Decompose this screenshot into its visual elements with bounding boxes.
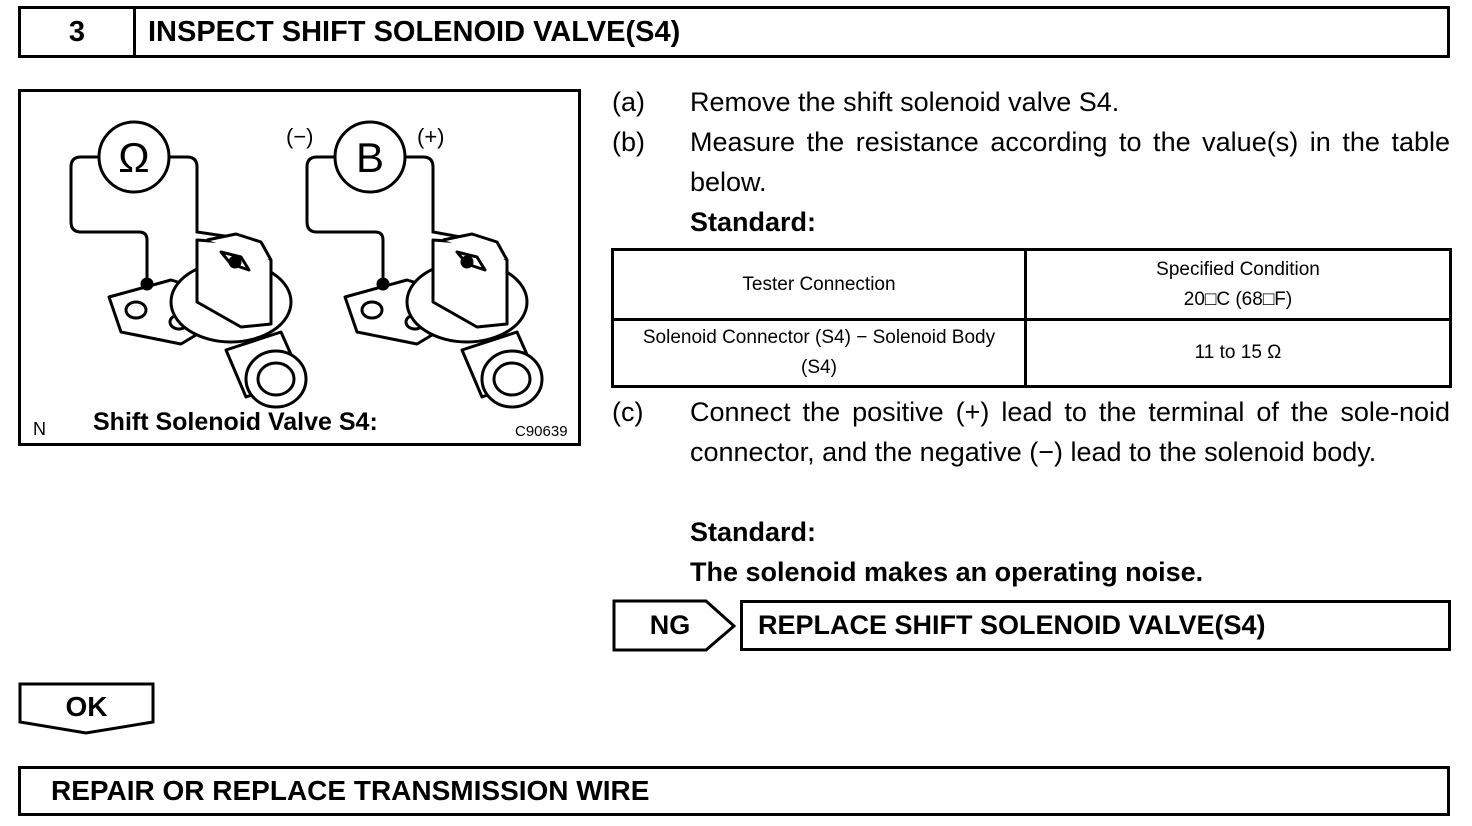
standard-label: Standard: [690, 207, 817, 237]
standard-label: Standard: [690, 517, 817, 547]
step-text: Connect the positive (+) lead to the terminal of the sole-noid connector, and the negative (−) lead to the solenoid body. [690, 397, 1450, 467]
table-header-row [613, 250, 1451, 320]
cell-connection: Solenoid Connector (S4) − Solenoid Body (S4) [613, 320, 1026, 387]
header-tester-connection: Tester Connection [613, 250, 1026, 320]
step-letter: (b) [612, 127, 645, 157]
ng-action-text: REPLACE SHIFT SOLENOID VALVE(S4) [758, 610, 1266, 640]
step-a [612, 82, 1452, 122]
header-condition-label: Specified Condition [1156, 258, 1320, 280]
step-c [612, 392, 1452, 592]
step-text: Measure the resistance according to the value(s) in the table below. [690, 127, 1450, 197]
solenoid-valve-right [345, 234, 542, 407]
figure-caption: Shift Solenoid Valve S4: [93, 408, 378, 436]
battery-symbol: B [355, 134, 385, 181]
solenoid-figure [18, 89, 581, 446]
step-letter: (a) [612, 87, 645, 117]
table-row [613, 320, 1451, 387]
positive-label: (+) [417, 124, 445, 149]
step-text: Remove the shift solenoid valve S4. [690, 87, 1120, 117]
step-title: INSPECT SHIFT SOLENOID VALVE(S4) [148, 15, 681, 48]
standard-value: The solenoid makes an operating noise. [690, 557, 1204, 587]
step-b [612, 122, 1452, 242]
final-action-text: REPAIR OR REPLACE TRANSMISSION WIRE [51, 775, 650, 806]
solenoid-illustration [21, 92, 578, 443]
header-specified-condition [1026, 250, 1451, 320]
negative-label: (−) [286, 124, 314, 149]
ohm-symbol: Ω [118, 134, 150, 181]
final-action-box [18, 766, 1450, 816]
figure-code: C90639 [515, 423, 568, 440]
step-number: 3 [21, 9, 136, 55]
ng-action-box [740, 600, 1451, 651]
header-condition-temp: 20□C (68□F) [1183, 288, 1293, 310]
step-letter: (c) [612, 397, 644, 427]
solenoid-valve-left [109, 234, 306, 407]
step-header [18, 6, 1450, 58]
ok-label: OK [65, 691, 108, 722]
figure-corner-letter: N [33, 419, 46, 439]
spec-table [611, 248, 1452, 388]
cell-condition: 11 to 15 Ω [1026, 320, 1451, 387]
ng-label: NG [649, 610, 691, 640]
